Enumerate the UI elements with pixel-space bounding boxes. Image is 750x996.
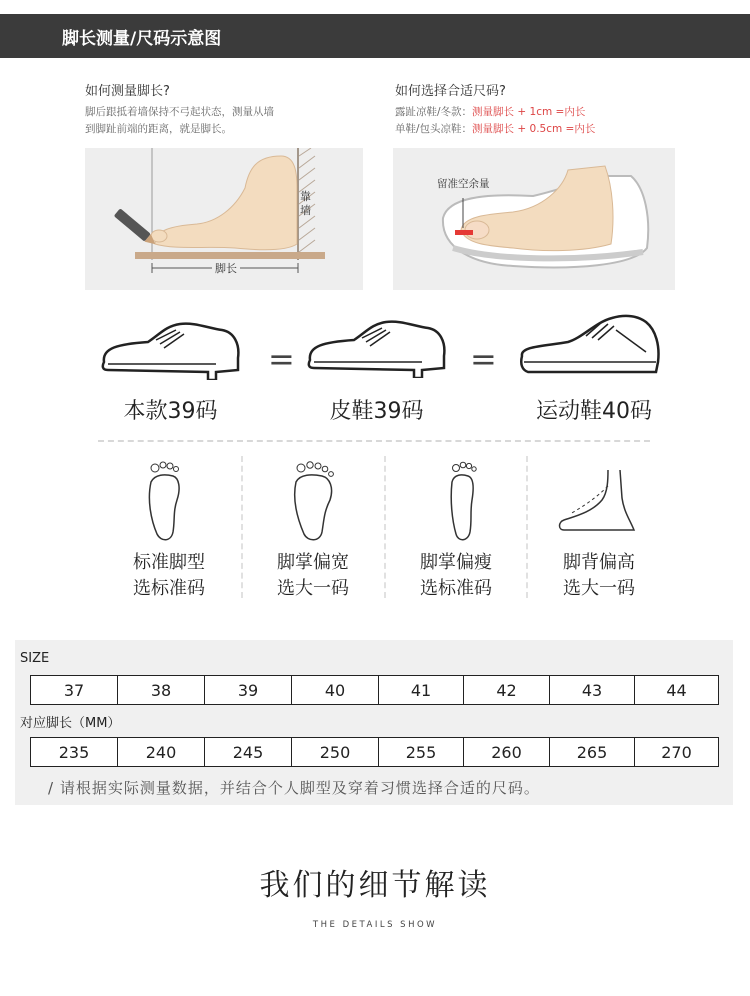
length-cell: 270 xyxy=(634,737,719,767)
measure-title: 如何测量脚长? xyxy=(85,84,170,99)
size-cell: 38 xyxy=(117,675,205,705)
divider-dashed xyxy=(98,440,650,442)
foot-length-label: 脚长 xyxy=(212,260,240,276)
shoe-icon-dress-1 xyxy=(98,318,243,384)
foot-type-narrow-line1: 脚掌偏瘦 xyxy=(420,552,492,573)
length-cell: 265 xyxy=(549,737,635,767)
foot-type-narrow-line2: 选标准码 xyxy=(420,578,492,599)
details-subtitle: THE DETAILS SHOW xyxy=(312,920,438,930)
foot-length-mm-label: 对应脚长（MM） xyxy=(20,716,121,731)
foot-type-standard-line2: 选标准码 xyxy=(133,578,205,599)
length-cell: 235 xyxy=(30,737,118,767)
page-title: 脚长测量/尺码示意图 xyxy=(62,29,222,49)
length-cell: 255 xyxy=(378,737,464,767)
foot-type-wide xyxy=(242,550,384,602)
measure-desc-1: 脚后跟抵着墙保持不弓起状态，测量从墙 xyxy=(85,106,274,118)
foot-type-wide-line2: 选大一码 xyxy=(277,578,349,599)
foot-wide-icon xyxy=(290,460,336,546)
foot-type-wide-line1: 脚掌偏宽 xyxy=(277,552,349,573)
shoe-icon-dress-2 xyxy=(304,316,449,382)
size-cell: 39 xyxy=(204,675,292,705)
foot-type-narrow xyxy=(385,550,527,602)
foot-type-standard xyxy=(98,550,240,602)
choose-line-1 xyxy=(395,104,585,121)
foot-high-arch-icon xyxy=(556,468,652,542)
size-note: / 请根据实际测量数据，并结合个人脚型及穿着习惯选择合适的尺码。 xyxy=(48,779,540,797)
shoe-label-leather: 皮鞋39码 xyxy=(329,399,424,424)
equals-sign-1: = xyxy=(268,340,295,378)
choose-line-1-prefix: 露趾凉鞋/冬款： xyxy=(395,106,473,118)
foot-type-high-arch-line2: 选大一码 xyxy=(563,578,635,599)
choose-illustration xyxy=(393,148,675,290)
foot-type-high-arch xyxy=(528,550,670,602)
size-cell: 41 xyxy=(378,675,464,705)
size-cell: 42 xyxy=(463,675,550,705)
size-cell: 44 xyxy=(634,675,719,705)
choose-title: 如何选择合适尺码? xyxy=(395,84,506,99)
length-cell: 250 xyxy=(291,737,379,767)
choose-line-2 xyxy=(395,121,595,138)
details-title: 我们的细节解读 xyxy=(259,868,491,903)
foot-standard-icon xyxy=(143,460,183,546)
measure-desc-2: 到脚趾前端的距离，就是脚长。 xyxy=(85,123,232,135)
wall-label: 靠墙 xyxy=(300,190,311,217)
length-cell: 260 xyxy=(463,737,550,767)
size-cell: 40 xyxy=(291,675,379,705)
shoe-label-sneaker: 运动鞋40码 xyxy=(536,399,652,424)
foot-type-high-arch-line1: 脚背偏高 xyxy=(563,552,635,573)
foot-narrow-icon xyxy=(444,460,480,546)
length-cell: 240 xyxy=(117,737,205,767)
size-cell: 37 xyxy=(30,675,118,705)
size-cell: 43 xyxy=(549,675,635,705)
length-cell: 245 xyxy=(204,737,292,767)
shoe-icon-sneaker xyxy=(516,312,664,382)
space-label: 留准空余量 xyxy=(437,178,490,190)
shoe-label-this: 本款39码 xyxy=(123,399,218,424)
foot-type-standard-line1: 标准脚型 xyxy=(133,552,205,573)
choose-line-1-formula: 测量脚长 + 1cm =内长 xyxy=(472,106,586,118)
size-label: SIZE xyxy=(20,651,50,666)
choose-line-2-prefix: 单鞋/包头凉鞋： xyxy=(395,123,473,135)
equals-sign-2: = xyxy=(470,340,497,378)
choose-line-2-formula: 测量脚长 + 0.5cm =内长 xyxy=(472,123,596,135)
